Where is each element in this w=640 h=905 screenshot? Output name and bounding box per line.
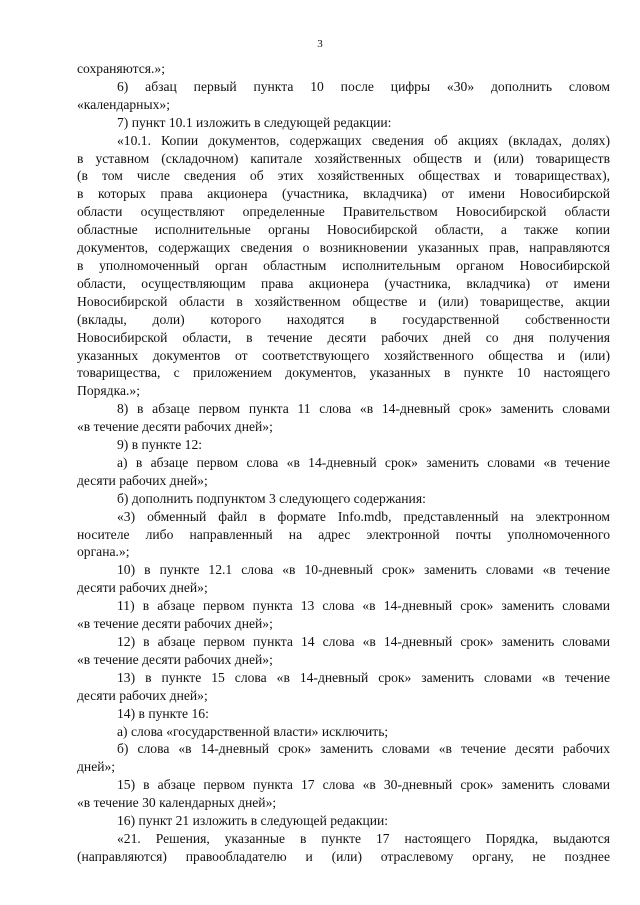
paragraph	[77, 400, 610, 436]
text-line: носителе либо направленный на адрес электронной почты уполномоченного	[77, 526, 610, 542]
paragraph	[77, 669, 610, 705]
text-line: десяти рабочих дней»;	[77, 472, 208, 488]
paragraph	[77, 490, 610, 508]
text-line: 13) в пункте 15 слова «в 14-дневный срок» заменить словами «в течение	[117, 669, 610, 685]
text-line: а) слова «государственной власти» исключить;	[117, 723, 389, 739]
text-line: «21. Решения, указанные в пункте 17 настоящего Порядка, выдаются	[117, 830, 610, 846]
text-line: документов, содержащих сведения о возникновении указанных прав, направляются	[77, 240, 610, 256]
paragraph	[77, 132, 610, 401]
text-line: в уполномоченный орган областным исполнительным органом Новосибирской	[77, 257, 610, 273]
text-line: (в том числе сведения об этих хозяйственных обществах и товариществах),	[77, 168, 610, 184]
text-line: 15) в абзаце первом пункта 17 слова «в 30-дневный срок» заменить словами	[117, 777, 610, 793]
text-line: десяти рабочих дней»;	[77, 687, 208, 703]
text-line: «в течение десяти рабочих дней»;	[77, 616, 273, 632]
paragraph	[77, 561, 610, 597]
text-line: 16) пункт 21 изложить в следующей редакции:	[117, 813, 389, 829]
paragraph	[77, 454, 610, 490]
paragraph	[77, 78, 610, 114]
text-line: в уставном (складочном) капитале хозяйственных обществ и (или) товариществ	[77, 150, 610, 166]
text-line: указанных документов от соответствующего хозяйственного общества и (или)	[77, 347, 610, 363]
text-line: 7) пункт 10.1 изложить в следующей редакции:	[117, 114, 392, 130]
text-line: Новосибирской области, в течение десяти рабочих дней со дня получения	[77, 329, 610, 345]
text-line: «календарных»;	[77, 96, 170, 112]
text-line: «3) обменный файл в формате Info.mdb, представленный на электронном	[117, 508, 610, 524]
text-line: дней»;	[77, 759, 116, 775]
text-line: «в течение десяти рабочих дней»;	[77, 419, 273, 435]
paragraph	[77, 597, 610, 633]
text-line: б) слова «в 14-дневный срок» заменить словами «в течение десяти рабочих	[117, 741, 610, 757]
text-line: в которых права акционера (участника, вкладчика) от имени Новосибирской	[77, 186, 610, 202]
text-line: 6) абзац первый пункта 10 после цифры «30» дополнить словом	[117, 78, 610, 94]
text-line: «в течение десяти рабочих дней»;	[77, 651, 273, 667]
text-line: десяти рабочих дней»;	[77, 580, 208, 596]
text-line: 8) в абзаце первом пункта 11 слова «в 14-дневный срок» заменить словами	[117, 401, 610, 417]
paragraph	[77, 812, 610, 830]
text-line: Новосибирской области в хозяйственном обществе и (или) товариществе, акции	[77, 293, 610, 309]
paragraph	[77, 114, 610, 132]
text-line: области, осуществляющим права акционера (участника, вкладчика) от имени	[77, 275, 610, 291]
paragraph	[77, 776, 610, 812]
paragraph	[77, 830, 610, 866]
text-line: «10.1. Копии документов, содержащих сведения об акциях (вкладах, долях)	[117, 132, 610, 148]
text-line: 14) в пункте 16:	[117, 705, 209, 721]
text-line: областные исполнительные органы Новосибирской области, а также копии	[77, 222, 610, 238]
paragraph	[77, 633, 610, 669]
text-line: 11) в абзаце первом пункта 13 слова «в 14-дневный срок» заменить словами	[117, 598, 610, 614]
paragraph	[77, 705, 610, 723]
text-line: а) в абзаце первом слова «в 14-дневный срок» заменить словами «в течение	[117, 454, 610, 470]
text-line: области осуществляют определенные Правительством Новосибирской области	[77, 204, 610, 220]
text-line: (вклады, доли) которого находятся в государственной собственности	[77, 311, 610, 327]
paragraph	[77, 508, 610, 562]
text-line: Порядка.»;	[77, 383, 140, 399]
text-line: органа.»;	[77, 544, 130, 560]
paragraph	[77, 740, 610, 776]
text-line: 9) в пункте 12:	[117, 437, 203, 453]
document-body	[77, 60, 610, 866]
text-line: 12) в абзаце первом пункта 14 слова «в 14-дневный срок» заменить словами	[117, 634, 610, 649]
text-line: 10) в пункте 12.1 слова «в 10-дневный срок» заменить словами «в течение	[117, 562, 610, 578]
text-line: «в течение 30 календарных дней»;	[77, 795, 277, 811]
text-line: б) дополнить подпунктом 3 следующего содержания:	[117, 490, 426, 506]
paragraph	[77, 723, 610, 741]
text-line: (направляются) правообладателю и (или) отраслевому органу, не позднее	[77, 848, 610, 864]
page-number: 3	[317, 38, 323, 50]
paragraph	[77, 436, 610, 454]
paragraph	[77, 60, 610, 78]
text-line: товарищества, с приложением документов, указанных в пункте 10 настоящего	[77, 365, 610, 381]
text-line: сохраняются.»;	[77, 61, 165, 76]
